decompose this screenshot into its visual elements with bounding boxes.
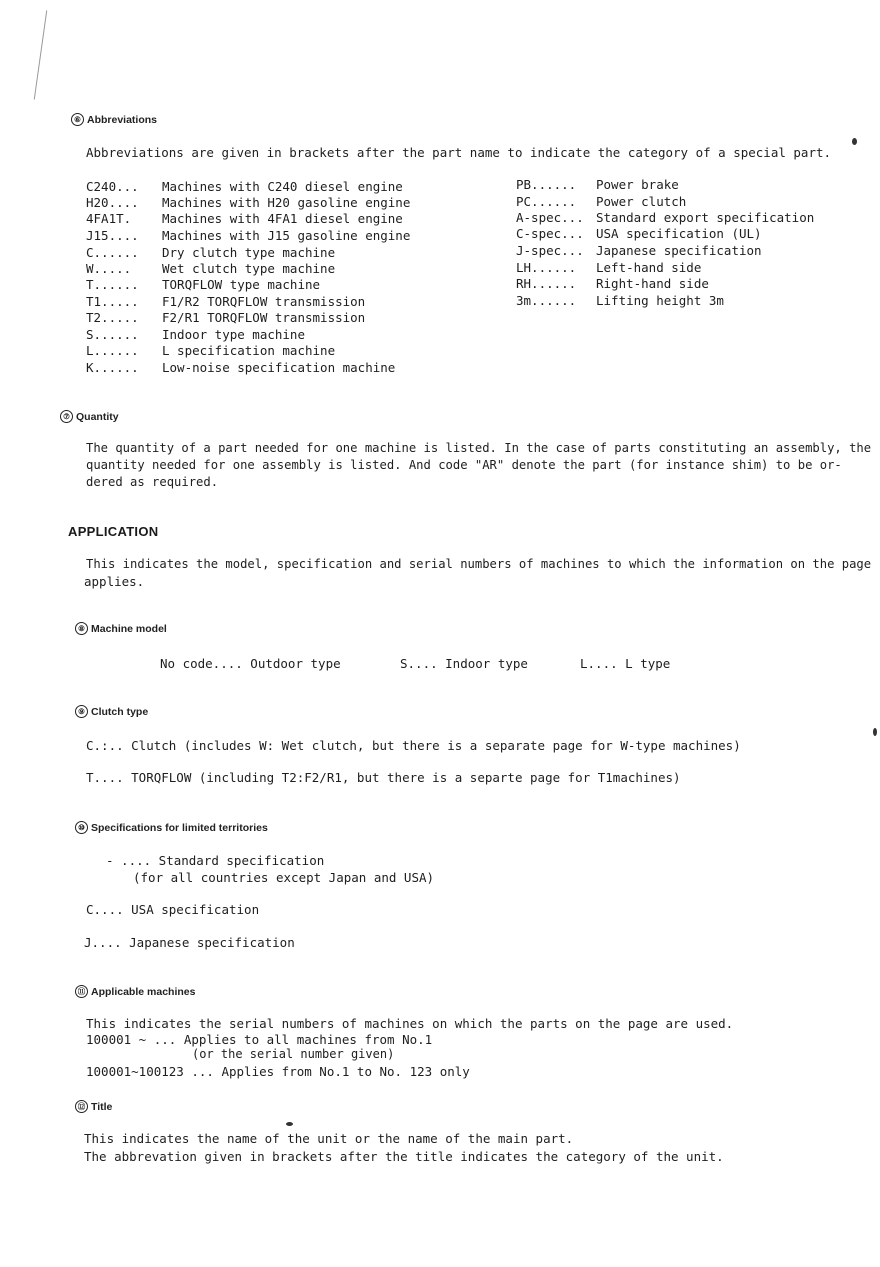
title-section-heading xyxy=(75,1100,112,1113)
abbr-code: PB...... xyxy=(516,177,577,192)
specifications-line: C.... USA specification xyxy=(86,902,260,917)
abbr-code: T2..... xyxy=(86,310,139,325)
scan-speck xyxy=(286,1122,293,1126)
title-section-title: Title xyxy=(91,1100,113,1113)
abbreviations-intro: Abbreviations are given in brackets after the part name to indicate the category of a special part. xyxy=(86,145,832,160)
quantity-heading xyxy=(60,410,119,423)
abbr-row xyxy=(86,343,335,358)
abbr-row xyxy=(516,260,701,275)
abbr-row xyxy=(86,261,335,276)
abbr-desc: Low-noise specification machine xyxy=(162,360,396,375)
applicable-machines-line: 100001 ~ ... Applies to all machines from No.1 xyxy=(86,1032,433,1047)
abbr-desc: F1/R2 TORQFLOW transmission xyxy=(162,294,366,309)
abbr-code: A-spec... xyxy=(516,210,584,225)
abbr-code: K...... xyxy=(86,360,139,375)
abbr-row xyxy=(516,210,814,225)
abbr-code: T1..... xyxy=(86,294,139,309)
abbr-desc: Machines with C240 diesel engine xyxy=(162,179,403,194)
abbr-row xyxy=(516,226,762,241)
abbr-row xyxy=(516,276,709,291)
abbr-desc: Lifting height 3m xyxy=(596,293,724,308)
abbr-desc: Power clutch xyxy=(596,194,687,209)
abbr-code: RH...... xyxy=(516,276,577,291)
applicable-machines-number: ⑪ xyxy=(75,985,88,998)
abbr-row xyxy=(86,228,410,243)
abbr-code: LH...... xyxy=(516,260,577,275)
applicable-machines-line: This indicates the serial numbers of machines on which the parts on the page are used. xyxy=(86,1016,734,1031)
clutch-type-line: C.:.. Clutch (includes W: Wet clutch, but there is a separate page for W-type machines) xyxy=(86,738,741,753)
applicable-machines-line: 100001~100123 ... Applies from No.1 to No. 123 only xyxy=(86,1064,470,1079)
scan-speck xyxy=(852,138,857,145)
abbreviations-number: ⑥ xyxy=(71,113,84,126)
applicable-machines-line: (or the serial number given) xyxy=(192,1047,395,1061)
abbr-row xyxy=(516,243,762,258)
abbr-desc: Machines with J15 gasoline engine xyxy=(162,228,411,243)
abbreviations-title: Abbreviations xyxy=(87,113,158,126)
abbr-desc: Dry clutch type machine xyxy=(162,245,336,260)
abbr-code: S...... xyxy=(86,327,139,342)
abbr-code: H20.... xyxy=(86,195,139,210)
quantity-line: quantity needed for one assembly is listed. And code "AR" denote the part (for instance shim) to be or- xyxy=(86,458,842,472)
title-section-line: This indicates the name of the unit or the name of the main part. xyxy=(84,1131,574,1146)
abbr-desc: Left-hand side xyxy=(596,260,702,275)
abbr-row xyxy=(86,327,305,342)
clutch-type-title: Clutch type xyxy=(91,705,149,718)
abbr-row xyxy=(516,194,686,209)
abbr-row xyxy=(86,360,395,375)
abbr-row xyxy=(516,293,724,308)
specifications-title: Specifications for limited territories xyxy=(91,821,268,834)
title-section-number: ⑫ xyxy=(75,1100,88,1113)
clutch-type-line: T.... TORQFLOW (including T2:F2/R1, but there is a separte page for T1machines) xyxy=(86,770,681,785)
abbreviations-heading xyxy=(71,113,157,126)
application-line: This indicates the model, specification and serial numbers of machines to which the information on the page xyxy=(86,557,872,571)
specifications-line: (for all countries except Japan and USA) xyxy=(133,870,435,885)
application-heading: APPLICATION xyxy=(68,524,159,539)
abbr-desc: L specification machine xyxy=(162,343,336,358)
abbr-desc: TORQFLOW type machine xyxy=(162,277,321,292)
abbr-row xyxy=(516,177,679,192)
abbr-desc: Machines with H20 gasoline engine xyxy=(162,195,411,210)
abbr-code: J-spec... xyxy=(516,243,584,258)
abbr-row xyxy=(86,294,365,309)
machine-model-heading xyxy=(75,622,167,635)
specifications-line: - .... Standard specification xyxy=(106,853,325,868)
abbr-desc: USA specification (UL) xyxy=(596,226,762,241)
machine-model-item: L.... L type xyxy=(580,656,671,671)
machine-model-number: ⑧ xyxy=(75,622,88,635)
abbr-code: L...... xyxy=(86,343,139,358)
abbr-row xyxy=(86,195,410,210)
abbr-code: C240... xyxy=(86,179,139,194)
machine-model-title: Machine model xyxy=(91,622,167,635)
scan-speck xyxy=(873,728,877,736)
quantity-line: The quantity of a part needed for one machine is listed. In the case of parts constituting an assembly, the xyxy=(86,441,872,455)
specifications-line: J.... Japanese specification xyxy=(84,935,295,950)
abbr-row xyxy=(86,310,365,325)
abbr-code: 4FA1T. xyxy=(86,211,132,226)
title-section-line: The abbrevation given in brackets after the title indicates the category of the unit. xyxy=(84,1149,724,1164)
abbr-code: J15.... xyxy=(86,228,139,243)
abbr-desc: Indoor type machine xyxy=(162,327,305,342)
abbr-code: C...... xyxy=(86,245,139,260)
abbr-row xyxy=(86,277,320,292)
abbr-desc: Wet clutch type machine xyxy=(162,261,336,276)
abbr-desc: Power brake xyxy=(596,177,679,192)
abbr-desc: Standard export specification xyxy=(596,210,815,225)
machine-model-item: S.... Indoor type xyxy=(400,656,528,671)
quantity-title: Quantity xyxy=(76,410,119,423)
abbr-desc: Machines with 4FA1 diesel engine xyxy=(162,211,403,226)
specifications-heading xyxy=(75,821,268,834)
abbr-desc: Japanese specification xyxy=(596,243,762,258)
machine-model-item: No code.... Outdoor type xyxy=(160,656,341,671)
quantity-line: dered as required. xyxy=(86,475,219,489)
abbr-code: C-spec... xyxy=(516,226,584,241)
abbr-row xyxy=(86,245,335,260)
clutch-type-number: ⑨ xyxy=(75,705,88,718)
abbr-code: PC...... xyxy=(516,194,577,209)
clutch-type-heading xyxy=(75,705,148,718)
abbr-code: W..... xyxy=(86,261,132,276)
abbr-code: T...... xyxy=(86,277,139,292)
specifications-number: ⑩ xyxy=(75,821,88,834)
applicable-machines-heading xyxy=(75,985,195,998)
application-line: applies. xyxy=(84,574,145,589)
applicable-machines-title: Applicable machines xyxy=(91,985,196,998)
abbr-desc: Right-hand side xyxy=(596,276,709,291)
margin-scan-line xyxy=(34,10,48,99)
abbr-row xyxy=(86,179,403,194)
abbr-desc: F2/R1 TORQFLOW transmission xyxy=(162,310,366,325)
abbr-code: 3m...... xyxy=(516,293,577,308)
abbr-row xyxy=(86,211,403,226)
quantity-number: ⑦ xyxy=(60,410,73,423)
